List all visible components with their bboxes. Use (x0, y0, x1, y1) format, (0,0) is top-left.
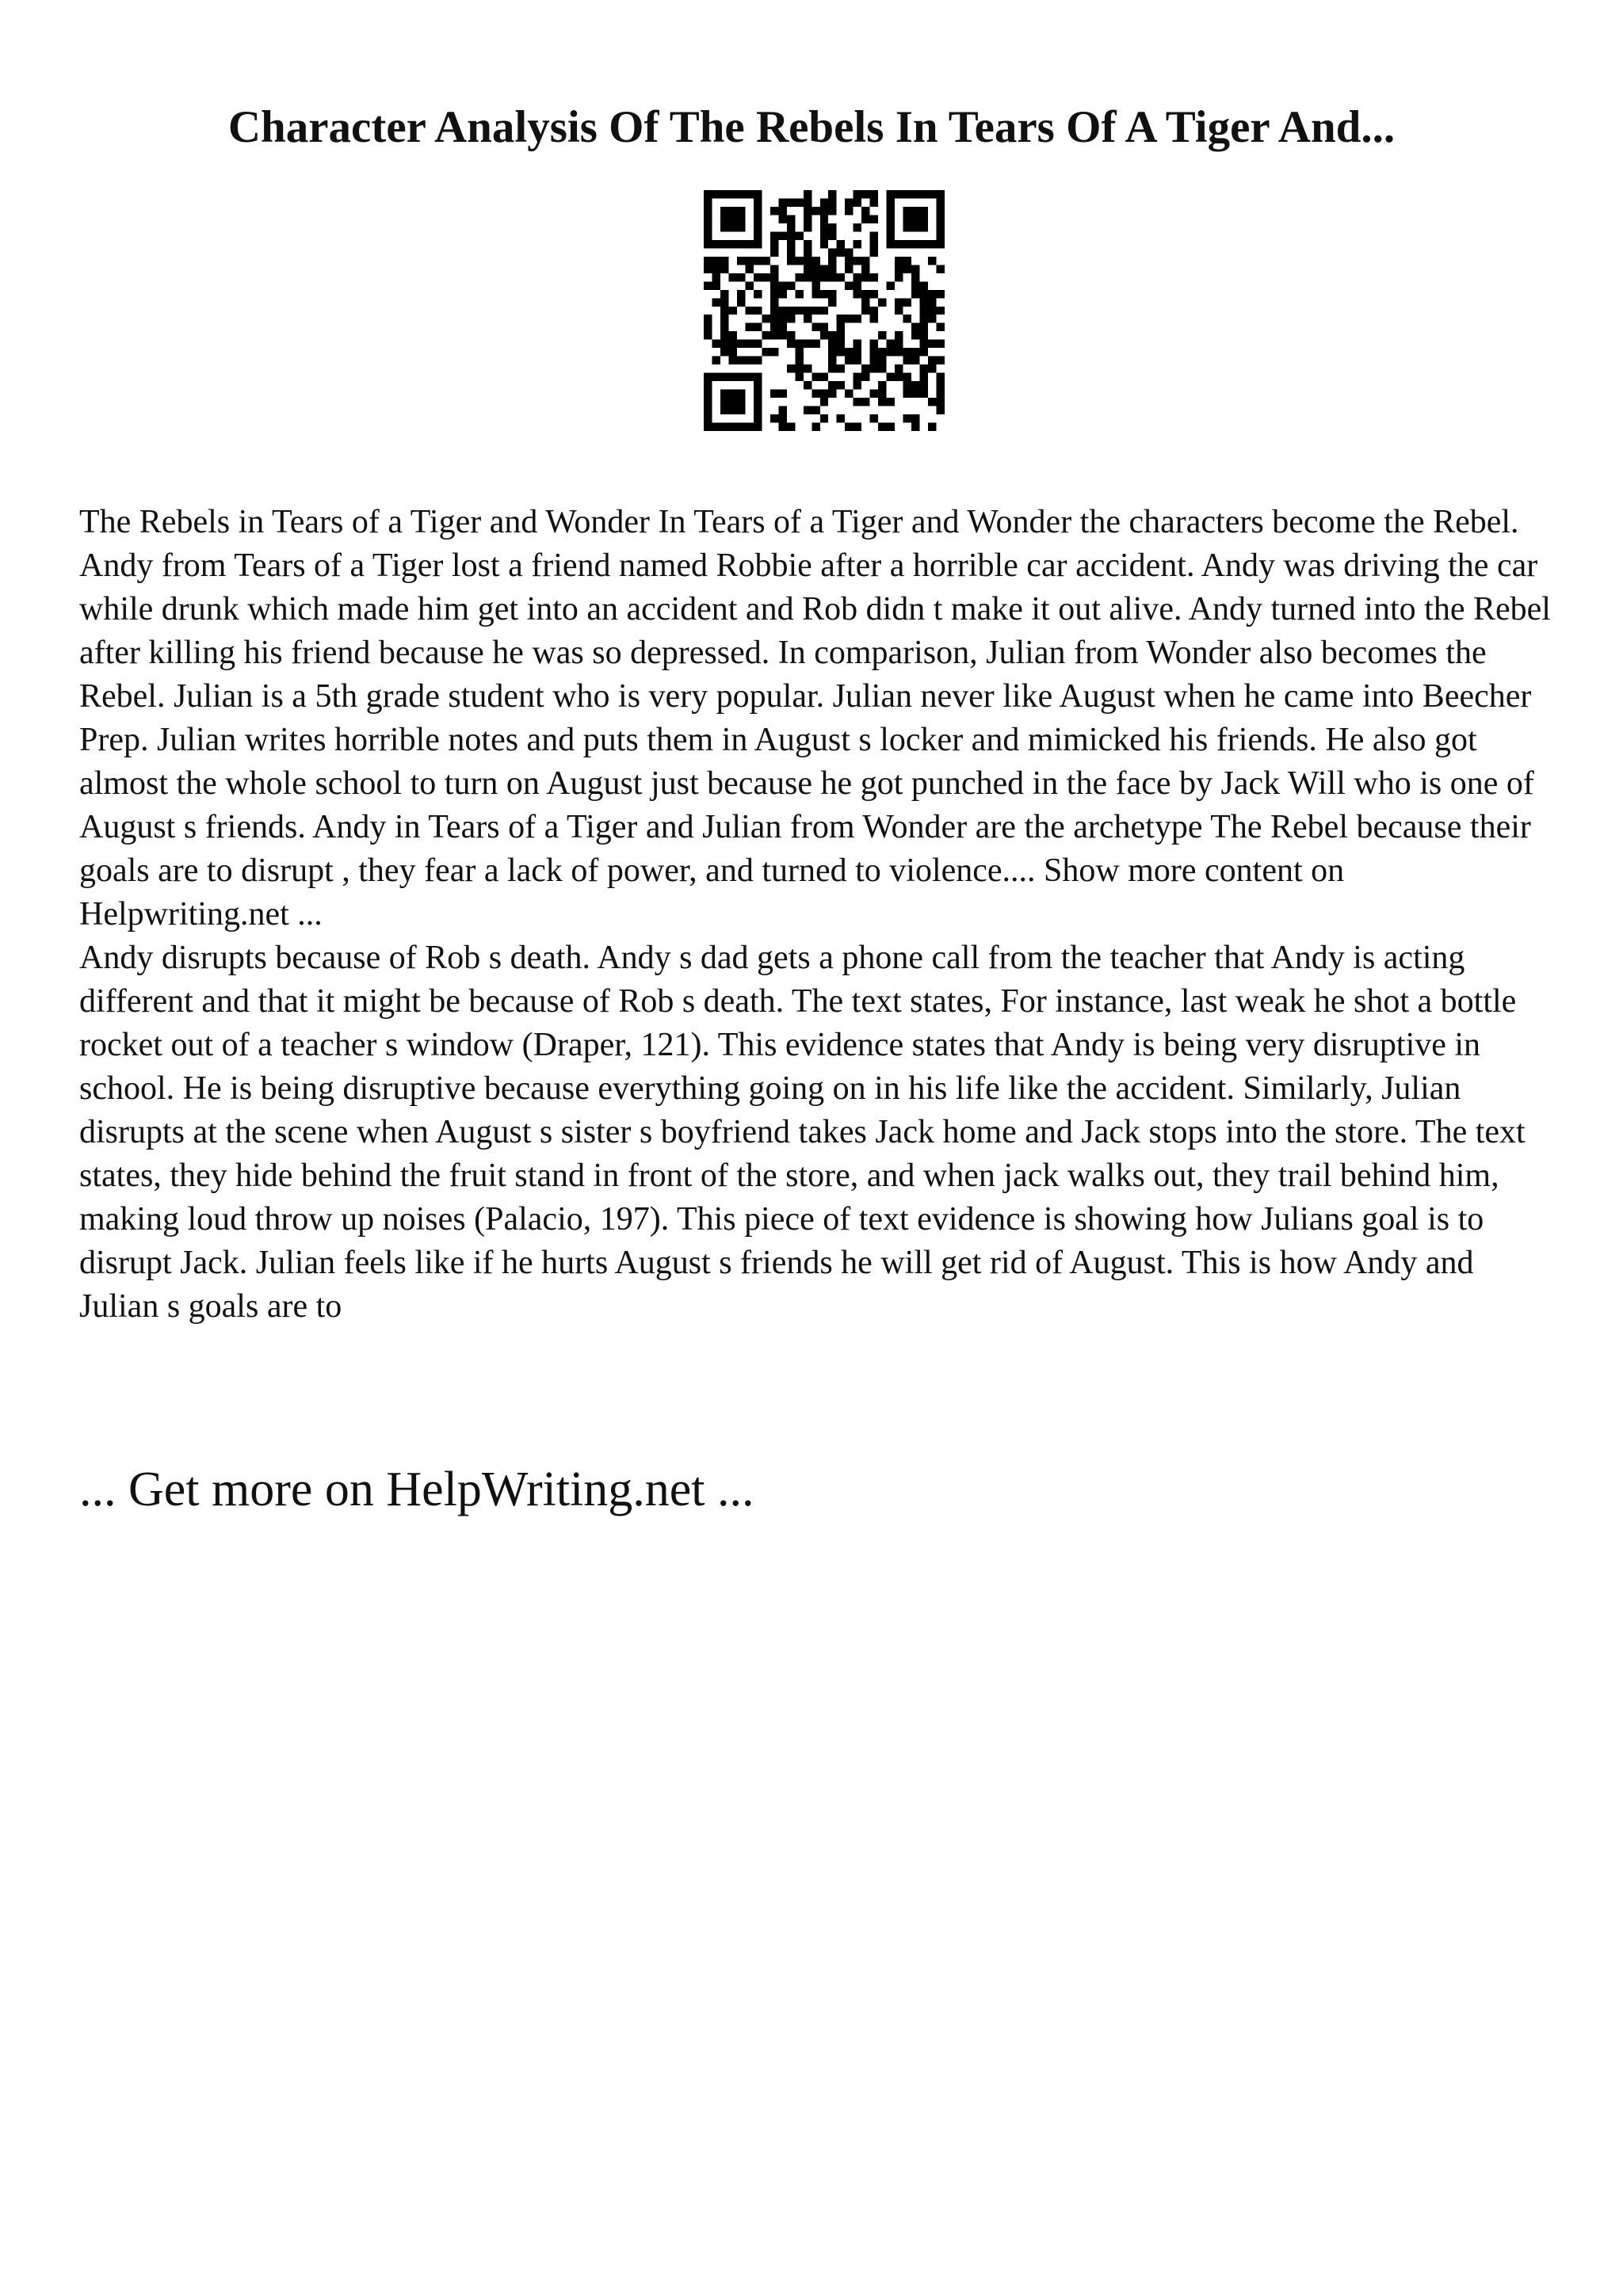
get-more-link[interactable]: ... Get more on HelpWriting.net ... (79, 1463, 754, 1516)
qr-code-icon (704, 190, 945, 431)
paragraph-2: Andy disrupts because of Rob s death. Andy s dad gets a phone call from the teacher that Andy is acting different and that it might be because of Rob s death. The text states, For instance, last weak he shot a bottle rocket out of a teacher s window (Draper, 121). This evidence states that Andy is being very disruptive in school. He is being disruptive because everything going on in his life like the accident. Similarly, Julian disrupts at the scene when August s sister s boyfriend takes Jack home and Jack stops into the store. The text states, they hide behind the fruit stand in front of the store, and when jack walks out, they trail behind him, making loud throw up noises (Palacio, 197). This piece of text evidence is showing how Julians goal is to disrupt Jack. Julian feels like if he hurts August s friends he will get rid of August. This is how Andy and Julian s goals are to (79, 940, 1526, 1325)
article-body (79, 501, 1553, 1329)
page-title: Character Analysis Of The Rebels In Tears Of A Tiger And... (227, 102, 1396, 152)
paragraph-1: The Rebels in Tears of a Tiger and Wonder In Tears of a Tiger and Wonder the characters become the Rebel. Andy from Tears of a Tiger lost a friend named Robbie after a horrible car accident. Andy was driving the car while drunk which made him get into an accident and Rob didn t make it out alive. Andy turned into the Rebel after killing his friend because he was so depressed. In comparison, Julian from Wonder also becomes the Rebel. Julian is a 5th grade student who is very popular. Julian never like August when he came into Beecher Prep. Julian writes horrible notes and puts them in August s locker and mimicked his friends. He also got almost the whole school to turn on August just because he got punched in the face by Jack Will who is one of August s friends. Andy in Tears of a Tiger and Julian from Wonder are the archetype The Rebel because their goals are to disrupt , they fear a lack of power, and turned to violence.... Show more content on Helpwriting.net ... (79, 504, 1551, 933)
